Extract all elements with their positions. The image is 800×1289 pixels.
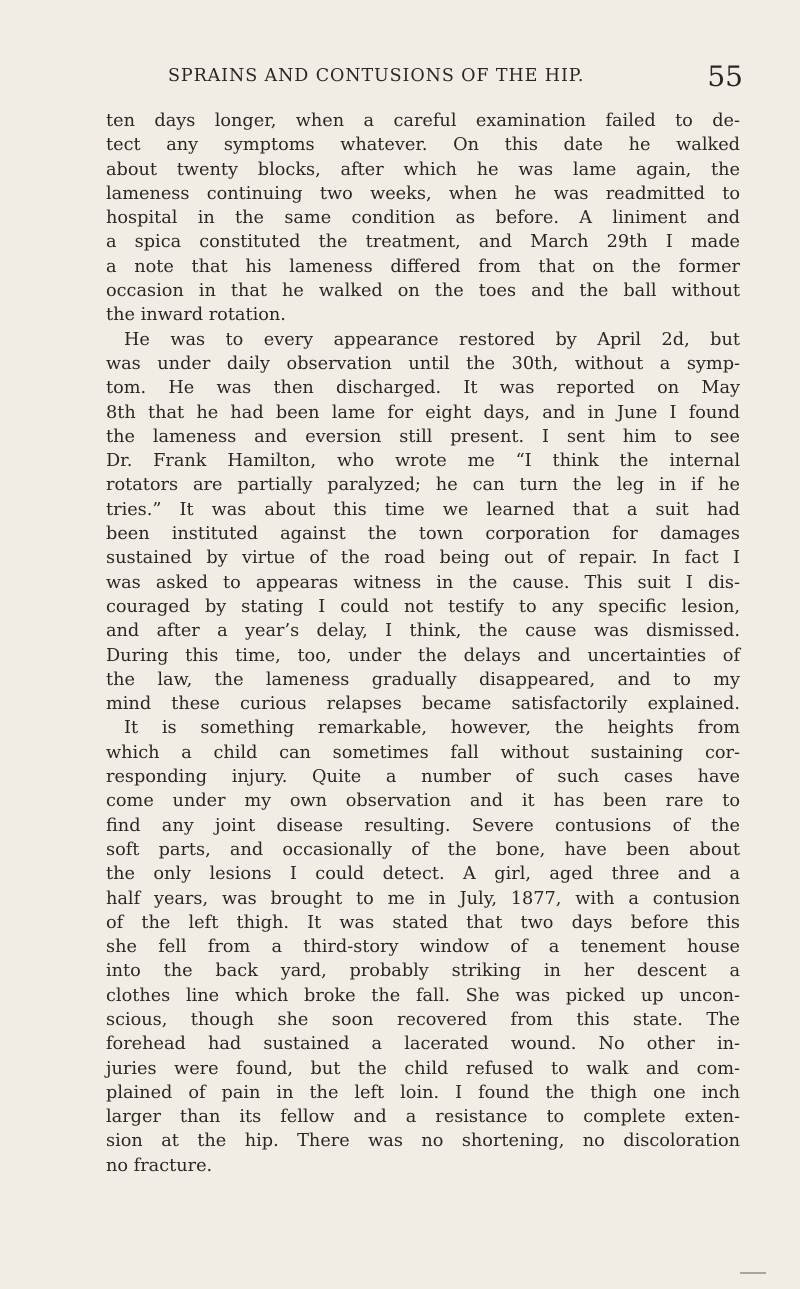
text-line: 8th that he had been lame for eight days, and in June I found bbox=[106, 402, 740, 423]
text-line: During this time, too, under the delays and uncertainties of bbox=[106, 645, 740, 666]
text-line: lameness continuing two weeks, when he was readmitted to bbox=[106, 183, 740, 204]
text-line: sion at the hip. There was no shortening, no discoloration bbox=[106, 1131, 740, 1152]
text-line: clothes line which broke the fall. She was picked up uncon- bbox=[106, 985, 740, 1006]
text-line: about twenty blocks, after which he was lame again, the bbox=[106, 159, 740, 180]
body-text bbox=[106, 109, 740, 1178]
text-line: the lameness and eversion still present. I sent him to see bbox=[106, 426, 740, 447]
page-edge-mark bbox=[740, 1272, 766, 1274]
text-line: forehead had sustained a lacerated wound. No other in- bbox=[106, 1034, 740, 1055]
text-line: half years, was brought to me in July, 1877, with a contusion bbox=[106, 888, 740, 909]
text-line: the only lesions I could detect. A girl, aged three and a bbox=[106, 864, 740, 885]
text-line: into the back yard, probably striking in her descent a bbox=[106, 961, 740, 982]
text-line: find any joint disease resulting. Severe contusions of the bbox=[106, 815, 740, 836]
text-line: and after a year’s delay, I think, the cause was dismissed. bbox=[106, 621, 740, 642]
text-line: was under daily observation until the 30th, without a symp- bbox=[106, 353, 740, 374]
text-line: He was to every appearance restored by April 2d, but bbox=[124, 329, 740, 350]
text-line: was asked to appearas witness in the cause. This suit I dis- bbox=[106, 572, 740, 593]
text-line: sustained by virtue of the road being out of repair. In fact I bbox=[106, 548, 740, 569]
text-line: rotators are partially paralyzed; he can turn the leg in if he bbox=[106, 475, 740, 496]
text-line: It is something remarkable, however, the heights from bbox=[124, 718, 740, 739]
text-line: mind these curious relapses became satisfactorily explained. bbox=[106, 694, 740, 715]
text-line: a spica constituted the treatment, and March 29th I made bbox=[106, 232, 740, 253]
text-line: ten days longer, when a careful examination failed to de- bbox=[106, 111, 740, 131]
text-line: hospital in the same condition as before. A liniment and bbox=[106, 208, 740, 229]
text-line: tries.” It was about this time we learned that a suit had bbox=[106, 499, 740, 520]
text-line: juries were found, but the child refused to walk and com- bbox=[106, 1058, 740, 1079]
text-line: the inward rotation. bbox=[106, 305, 286, 326]
text-line: couraged by stating I could not testify to any specific lesion, bbox=[106, 596, 740, 617]
text-line: been instituted against the town corporation for damages bbox=[106, 524, 740, 545]
text-line: tect any symptoms whatever. On this date he walked bbox=[106, 135, 740, 156]
text-line: of the left thigh. It was stated that two days before this bbox=[106, 912, 740, 933]
text-line: Dr. Frank Hamilton, who wrote me “I think the internal bbox=[106, 451, 740, 472]
text-line: which a child can sometimes fall without sustaining cor- bbox=[106, 742, 740, 763]
text-line: plained of pain in the left loin. I found the thigh one inch bbox=[106, 1082, 740, 1103]
running-title: SPRAINS AND CONTUSIONS OF THE HIP. bbox=[168, 66, 585, 86]
text-line: tom. He was then discharged. It was reported on May bbox=[106, 378, 740, 399]
text-line: scious, though she soon recovered from this state. The bbox=[106, 1009, 740, 1030]
text-line: the law, the lameness gradually disappeared, and to my bbox=[106, 669, 740, 690]
text-line: larger than its fellow and a resistance to complete exten- bbox=[106, 1107, 740, 1128]
page-number: 55 bbox=[707, 60, 743, 93]
text-line: no fracture. bbox=[106, 1155, 213, 1176]
text-line: occasion in that he walked on the toes and the ball without bbox=[106, 281, 740, 302]
text-line: soft parts, and occasionally of the bone, have been about bbox=[106, 839, 740, 860]
text-line: come under my own observation and it has been rare to bbox=[106, 791, 740, 812]
text-line: she fell from a third-story window of a tenement house bbox=[106, 937, 740, 958]
text-line: a note that his lameness differed from that on the former bbox=[106, 256, 740, 277]
running-head bbox=[168, 60, 743, 98]
text-line: responding injury. Quite a number of such cases have bbox=[106, 767, 740, 788]
